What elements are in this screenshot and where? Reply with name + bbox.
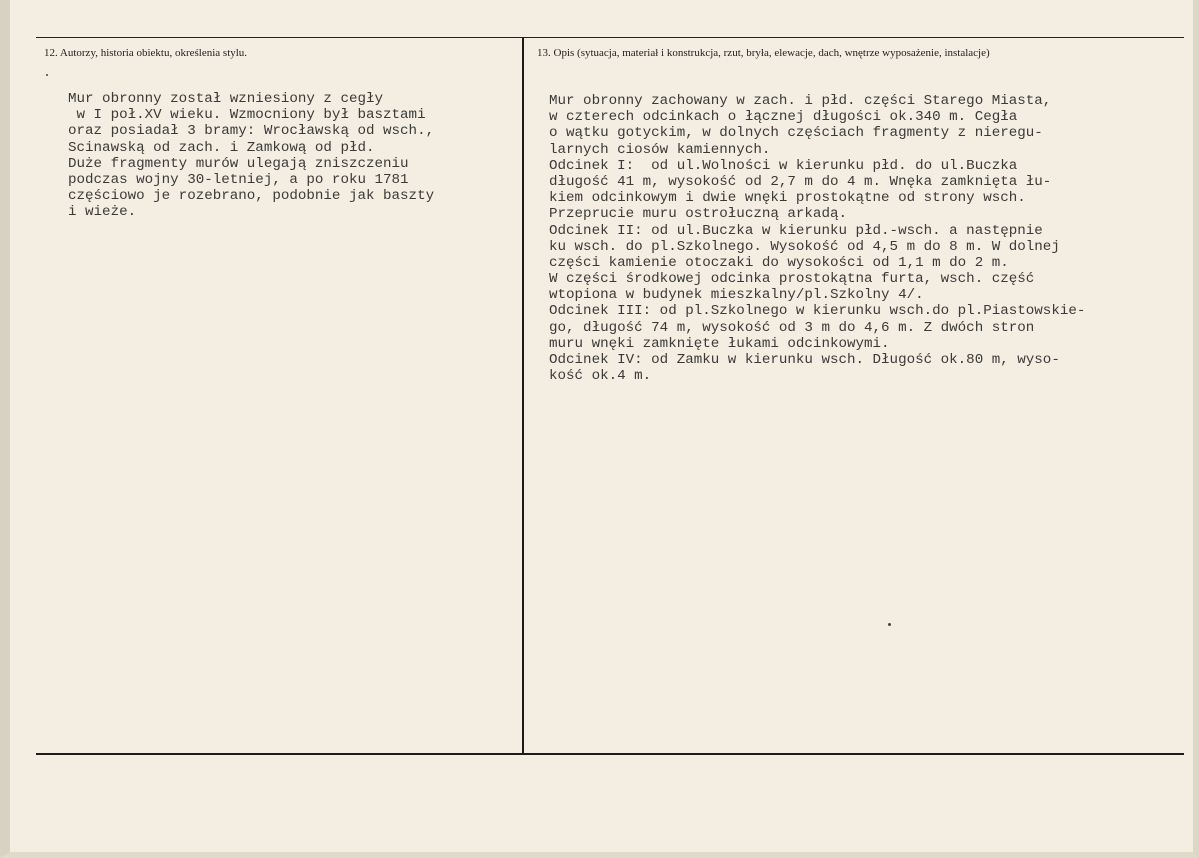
text-line: Mur obronny został wzniesiony z cegły (68, 91, 384, 107)
section-13-text (549, 93, 1085, 384)
section-12-text (68, 91, 434, 221)
text-line: w I poł.XV wieku. Wzmocniony był basztami (68, 107, 426, 124)
text-line: go, długość 74 m, wysokość od 3 m do 4,6 m. Z dwóch stron (549, 319, 1035, 336)
text-line: oraz posiadał 3 bramy: Wrocławską od wsch., (68, 123, 435, 140)
text-line: larnych ciosów kamiennych. (549, 141, 771, 158)
text-line: kiem odcinkowym i dwie wnęki prostokątne od strony wsch. (549, 190, 1026, 207)
paper-speck (888, 623, 891, 626)
text-line: ku wsch. do pl.Szkolnego. Wysokość od 4,5 m do 8 m. W dolnej (549, 238, 1060, 255)
text-line: i wieże. (68, 204, 137, 221)
text-line: częściowo je rozebrano, podobnie jak baszty (68, 188, 435, 205)
column-divider (522, 38, 524, 754)
text-line: Duże fragmenty murów ulegają zniszczeniu (68, 155, 409, 172)
text-line: W części środkowej odcinka prostokątna furta, wsch. część (549, 271, 1035, 288)
text-line: podczas wojny 30-letniej, a po roku 1781 (68, 171, 409, 188)
section-13-heading: 13. Opis (sytuacja, materiał i konstrukcja, rzut, bryła, elewacje, dach, wnętrze wyposażenie, instalacje) (537, 47, 990, 59)
text-line: Scinawską od zach. i Zamkową od płd. (68, 139, 375, 156)
text-line: wtopiona w budynek mieszkalny/pl.Szkolny 4/. (549, 287, 924, 304)
paper-speck (46, 74, 48, 76)
text-line: Odcinek III: od pl.Szkolnego w kierunku wsch.do pl.Piastowskie- (549, 303, 1086, 320)
top-rule (36, 37, 1184, 38)
text-line: o wątku gotyckim, w dolnych częściach fragmenty z nieregu- (549, 125, 1043, 142)
text-line: w czterech odcinkach o łącznej długości ok.340 m. Cegła (549, 109, 1018, 126)
text-line: Odcinek II: od ul.Buczka w kierunku płd.-wsch. a następnie (549, 222, 1043, 239)
text-line: kość ok.4 m. (549, 368, 652, 385)
text-line: Odcinek IV: od Zamku w kierunku wsch. Długość ok.80 m, wyso- (549, 352, 1060, 368)
bottom-rule (36, 753, 1184, 755)
text-line: Odcinek I: od ul.Wolności w kierunku płd. do ul.Buczka (549, 157, 1018, 174)
text-line: Przeprucie muru ostrołuczną arkadą. (549, 206, 847, 223)
text-line: części kamienie otoczaki do wysokości od 1,1 m do 2 m. (549, 254, 1009, 271)
text-line: Mur obronny zachowany w zach. i płd. części Starego Miasta, (549, 93, 1052, 109)
text-line: muru wnęki zamknięte łukami odcinkowymi. (549, 335, 890, 352)
text-line: długość 41 m, wysokość od 2,7 m do 4 m. Wnęka zamknięta łu- (549, 173, 1052, 190)
section-12-heading: 12. Autorzy, historia obiektu, określenia stylu. (44, 47, 248, 59)
